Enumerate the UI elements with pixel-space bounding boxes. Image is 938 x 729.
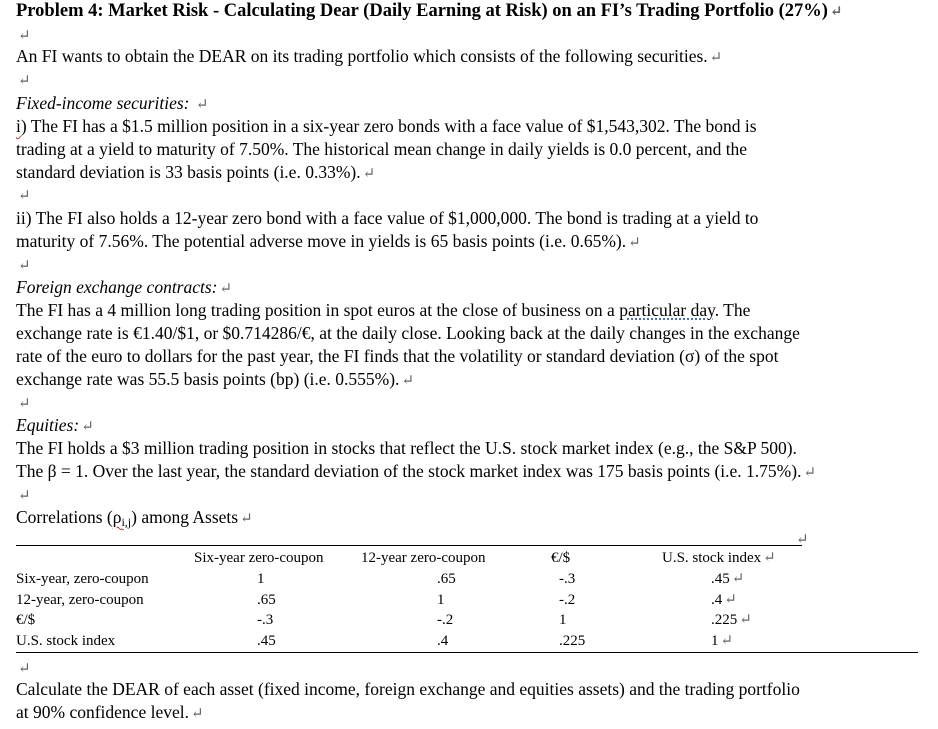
paragraph-mark: ↵ — [18, 73, 31, 89]
table-cell: 1 — [437, 592, 445, 608]
paragraph-mark: ↵ — [18, 258, 31, 274]
question-line-2: at 90% confidence level. ↵ — [16, 702, 204, 722]
table-row — [16, 610, 918, 630]
table-cell: .65 — [257, 592, 276, 608]
paragraph-mark: ↵ — [362, 166, 376, 182]
paragraph-mark: ↵ — [18, 488, 31, 504]
equities-line-1: The FI holds a $3 million trading position in stocks that reflect the U.S. stock market index (e.g., the S&P 500). — [16, 438, 797, 458]
table-cell: .225 ↵ — [711, 612, 752, 628]
table-row — [16, 569, 918, 589]
table-cell: .45 ↵ — [711, 571, 745, 587]
correlations-heading: Correlations $(\rho_{i,j})$ among Assets ↵ — [16, 507, 253, 529]
fixed-income-item-1: i) The FI has a $1.5 million position in a six-year zero bonds with a face value of $1,543,302. The bond is — [16, 116, 757, 136]
table-cell: 1 — [257, 571, 265, 587]
table-cell: 1 — [559, 612, 567, 628]
fx-heading: Foreign exchange contracts: ↵ — [16, 277, 233, 297]
table-cell: -.3 — [257, 612, 274, 628]
table-cell: .225 — [559, 633, 586, 649]
paragraph-mark: ↵ — [18, 188, 31, 204]
paragraph-mark: ↵ — [195, 97, 209, 113]
table-cell: -.2 — [559, 592, 576, 608]
paragraph-mark: ↵ — [709, 50, 723, 66]
paragraph-mark: ↵ — [18, 661, 31, 677]
fx-line-4: exchange rate was 55.5 basis points (bp) (i.e. 0.555%). ↵ — [16, 369, 415, 389]
fixed-income-item-1-line-3: standard deviation is 33 basis points (i.e. 0.33%). ↵ — [16, 162, 376, 182]
table-cell: -.3 — [559, 571, 576, 587]
fx-line-3: rate of the euro to dollars for the past year, the FI finds that the volatility or standard deviation (σ) of the spot — [16, 346, 779, 366]
table-cell: .45 — [257, 633, 276, 649]
fx-line-2: exchange rate is €1.40/$1, or $0.714286/€, at the daily close. Looking back at the daily changes in the exchange — [16, 323, 800, 343]
paragraph-mark: ↵ — [219, 281, 233, 297]
fixed-income-heading: Fixed-income securities: ↵ — [16, 93, 209, 113]
table-cell: .65 — [437, 571, 456, 587]
table-row — [16, 590, 918, 610]
equities-line-2: The β = 1. Over the last year, the standard deviation of the stock market index was 175 basis points (i.e. 1.75%). ↵ — [16, 461, 817, 481]
table-row — [16, 631, 918, 651]
paragraph-mark: ↵ — [628, 235, 641, 251]
rho-symbol: $\rho_{i,j}$ — [112, 507, 132, 529]
table-header-row — [16, 548, 918, 568]
table-bottom-rule — [16, 652, 918, 653]
paragraph-mark: ↵ — [81, 419, 94, 435]
paragraph-mark: ↵ — [796, 532, 809, 548]
intro-text: An FI wants to obtain the DEAR on its trading portfolio which consists of the following securities. ↵ — [16, 46, 723, 66]
paragraph-mark: ↵ — [240, 511, 253, 527]
column-header: U.S. stock index ↵ — [662, 550, 776, 566]
fixed-income-item-2: ii) The FI also holds a 12-year zero bond with a face value of $1,000,000. The bond is trading at a yield to — [16, 208, 759, 228]
fixed-income-item-1-line-2: trading at a yield to maturity of 7.50%. The historical mean change in daily yields is 0.0 percent, and the — [16, 139, 748, 159]
row-label: 12-year, zero-coupon — [16, 592, 144, 608]
table-cell: .4 ↵ — [711, 592, 737, 608]
fixed-income-item-2-line-2: maturity of 7.56%. The potential adverse move in yields is 65 basis points (i.e. 0.65%). ↵ — [16, 231, 641, 251]
column-header: 12-year zero-coupon — [361, 550, 486, 566]
paragraph-mark: ↵ — [401, 373, 415, 389]
paragraph-mark: ↵ — [803, 465, 817, 481]
table-cell: 1 ↵ — [711, 633, 734, 649]
problem-title: Problem 4: Market Risk - Calculating Dear (Daily Earning at Risk) on an FI’s Trading Portfolio (27%) ↵ — [16, 1, 843, 21]
table-cell: .4 — [437, 633, 449, 649]
paragraph-mark: ↵ — [18, 28, 31, 44]
table-cell: -.2 — [437, 612, 454, 628]
column-header: €/$ — [551, 550, 571, 566]
row-label: U.S. stock index — [16, 633, 116, 649]
paragraph-mark: ↵ — [190, 706, 204, 722]
paragraph-mark: ↵ — [18, 396, 31, 412]
question-line-1: Calculate the DEAR of each asset (fixed income, foreign exchange and equities assets) and the trading portfolio — [16, 679, 800, 699]
row-label: €/$ — [16, 612, 36, 628]
column-header: Six-year zero-coupon — [194, 550, 324, 566]
paragraph-mark: ↵ — [829, 4, 843, 20]
equities-heading: Equities: ↵ — [16, 415, 94, 435]
row-label: Six-year, zero-coupon — [16, 571, 149, 587]
fx-line-1: The FI has a 4 million long trading position in spot euros at the close of business on a particular day. The — [16, 300, 751, 320]
table-top-rule — [16, 545, 802, 546]
